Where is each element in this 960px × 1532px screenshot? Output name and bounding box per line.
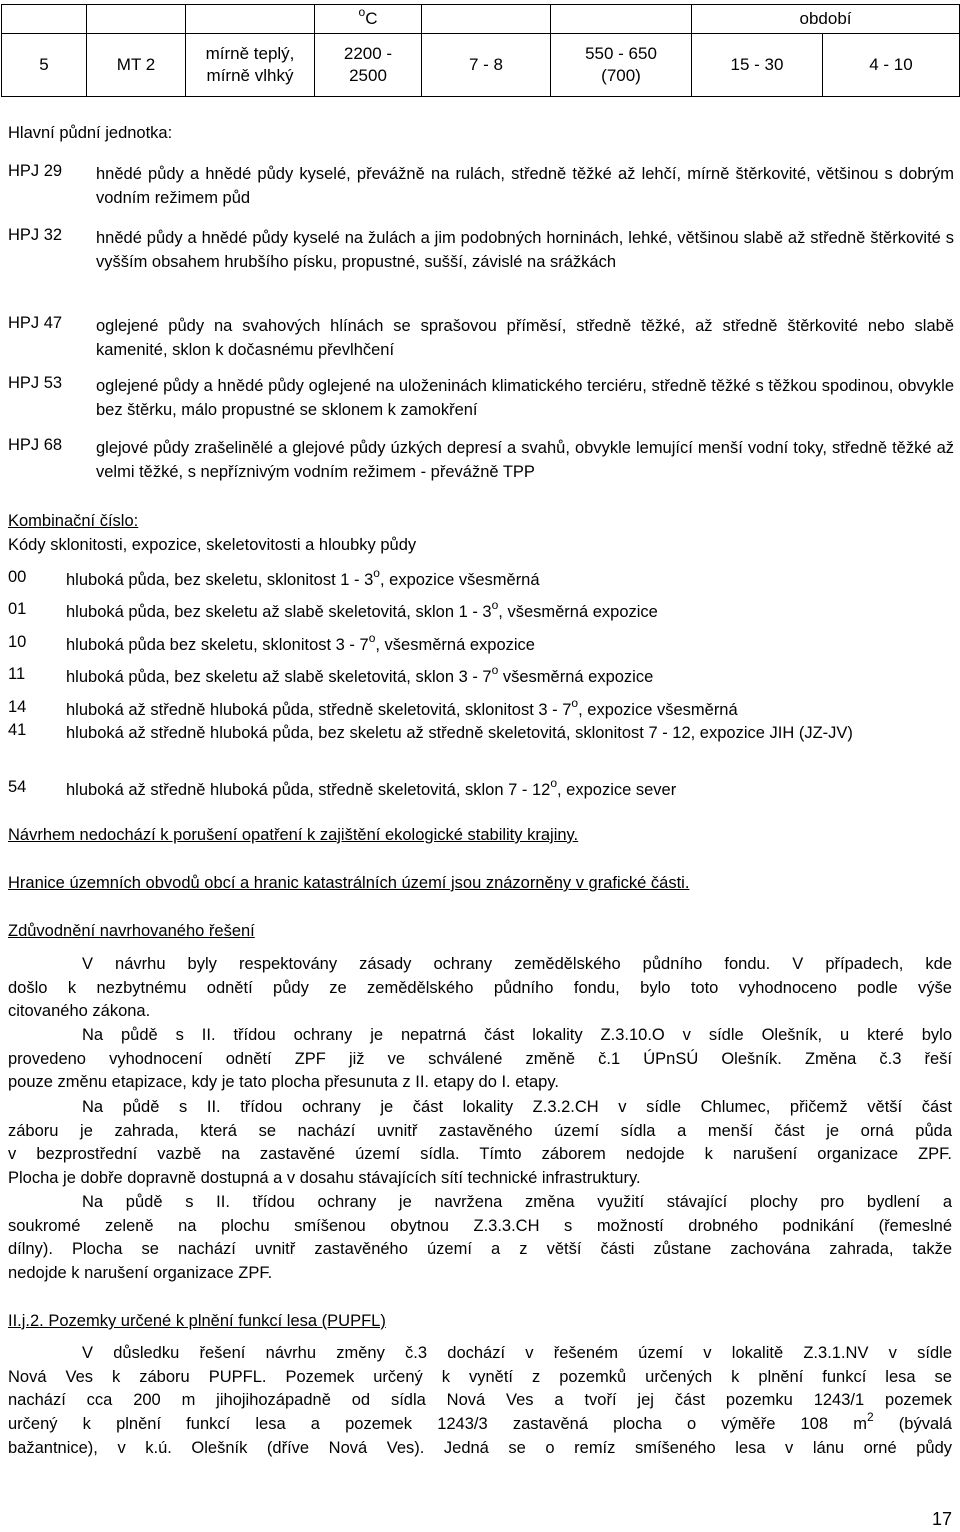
paragraph: Na půdě s II. třídou ochrany je část lokality Z.3.2.CH v sídle Chlumec, přičemž větší část záboru je zahrada, která se nachází uvnitř zastavěného území sídla a menší část je orná půda v bezprostřední vazbě na zastavěné území sídla. Tímto záborem nedojde k narušení organizace ZPF. Plocha je dobře dopravně dostupná a v dosahu stávajících sítí technické infrastruktury.	[8, 1098, 952, 1188]
table-cell: MT 2	[87, 34, 186, 97]
hpj-code: HPJ 29	[8, 162, 63, 180]
code-number: 41	[8, 721, 27, 739]
code-number: 00	[8, 568, 27, 586]
code-description: hluboká půda, bez skeletu až slabě skeletovitá, sklon 3 - 7$^o$ všesměrná expozice	[66, 663, 654, 686]
code-description: hluboká půda bez skeletu, sklonitost 3 - 7$^o$, všesměrná expozice	[66, 631, 535, 654]
hpj-description: glejové půdy zrašelinělé a glejové půdy úzkých depresí a svahů, obvykle lemující menší vodní toky, středně těžké až velmi těžké, s nepříznivým vodním režimem - převážně TPP	[96, 439, 954, 481]
paragraph: V návrhu byly respektovány zásady ochrany zemědělského půdního fondu. V případech, kde došlo k nezbytnému odnětí půdy ze zemědělského půdního fondu, bylo toto vyhodnoceno podle výše citovaného zákona.	[8, 955, 952, 1021]
table-cell: 550 - 650 (700)	[551, 34, 692, 97]
table-cell: 7 - 8	[422, 34, 551, 97]
code-number: 11	[8, 665, 26, 683]
climate-table	[1, 4, 960, 97]
table-cell: 5	[2, 34, 87, 97]
code-description: hluboká půda, bez skeletu až slabě skeletovitá, sklon 1 - 3$^o$, všesměrná expozice	[66, 598, 658, 621]
code-description: hluboká půda, bez skeletu, sklonitost 1 - 3$^o$, expozice všesměrná	[66, 566, 540, 589]
table-cell: 2200 - 2500	[315, 34, 422, 97]
hpj-code: HPJ 68	[8, 436, 63, 454]
period-header: období	[692, 5, 960, 34]
code-description: hluboká až středně hluboká půda, středně skeletovitá, sklonitost 3 - 7$^o$, expozice všesměrná	[66, 696, 738, 719]
hpj-description: hnědé půdy a hnědé půdy kyselé, převážně na rulách, středně těžké až lehčí, mírně štěrkovité, většinou s dobrým vodním režimem půd	[96, 165, 954, 207]
code-number: 01	[8, 600, 27, 618]
page-number: 17	[931, 1509, 952, 1529]
hpj-description: oglejené půdy na svahových hlínách se sprašovou příměsí, středně těžké, až středně štěrkovité nebo slabě kamenité, sklon k dočasnému převlhčení	[96, 317, 954, 359]
code-number: 14	[8, 698, 27, 716]
paragraph: Na půdě s II. třídou ochrany je navržena změna využití stávající plochy pro bydlení a soukromé zeleně na plochu smíšenou obytnou Z.3.3.CH s možností drobného podnikání (řemeslné dílny). Plocha se nachází uvnitř zastavěného území a z větší části zůstane zachována zahrada, takže nedojde k narušení organizace ZPF.	[8, 1193, 952, 1283]
kombinacni-heading: Kombinační číslo:	[8, 512, 139, 530]
kombinacni-subheading: Kódy sklonitosti, expozice, skeletovitosti a hloubky půdy	[8, 536, 417, 554]
hpj-code: HPJ 53	[8, 374, 63, 392]
section-heading-pupfl: II.j.2. Pozemky určené k plnění funkcí lesa (PUPFL)	[8, 1312, 386, 1330]
hpj-description: oglejené půdy a hnědé půdy oglejené na uloženinách klimatického terciéru, středně těžké s těžkou spodinou, obvykle bez štěrku, málo propustné se sklonem k zamokření	[96, 377, 954, 419]
code-description: hluboká až středně hluboká půda, středně skeletovitá, sklon 7 - 12$^o$, expozice sever	[66, 776, 677, 799]
code-description: hluboká až středně hluboká půda, bez skeletu až středně skeletovitá, sklonitost 7 - 12, expozice JIH (JZ-JV)	[66, 724, 853, 742]
paragraph: Na půdě s II. třídou ochrany je nepatrná část lokality Z.3.10.O v sídle Olešník, u které bylo provedeno vyhodnocení odnětí ZPF již ve schválené změně č.1 ÚPnSÚ Olešník. Změna č.3 řeší pouze změnu etapizace, kdy je tato plocha přesunuta z II. etapy do I. etapy.	[8, 1026, 952, 1092]
table-cell: 15 - 30	[692, 34, 823, 97]
unit-header: $^o$C	[315, 5, 422, 34]
hpj-code: HPJ 47	[8, 314, 63, 332]
hpj-description: hnědé půdy a hnědé půdy kyselé na žulách a jim podobných horninách, lehké, většinou slabě až středně štěrkovité s vyšším obsahem hrubšího písku, propustné, sušší, závislé na srážkách	[96, 229, 954, 271]
code-number: 54	[8, 778, 27, 796]
statement-ecology: Návrhem nedochází k porušení opatření k zajištění ekologické stability krajiny.	[8, 826, 579, 844]
paragraph-pupfl: V důsledku řešení návrhu změny č.3 dochází v řešeném území v lokalitě Z.3.1.NV v sídle Nová Ves k záboru PUPFL. Pozemek určený k vynětí z pozemků určených k plnění funkcí lesa se nachází cca 200 m jihojihozápadně od sídla Nová Ves a tvoří jej část pozemku 1243/1 pozemek určený k plnění funkcí lesa a pozemek 1243/3 zastavěná plocha o výměře 108 $m^2$ (bývalá bažantnice), v k.ú. Olešník (dříve Nová Ves). Jedná se o remíz smíšeného lesa v lánu orné půdy	[8, 1344, 952, 1457]
hpj-code: HPJ 32	[8, 226, 63, 244]
hpj-heading: Hlavní půdní jednotka:	[8, 124, 173, 142]
table-cell: mírně teplý, mírně vlhký	[186, 34, 315, 97]
section-heading: Zdůvodnění navrhovaného řešení	[8, 922, 255, 940]
code-number: 10	[8, 633, 27, 651]
table-cell: 4 - 10	[823, 34, 960, 97]
statement-boundaries: Hranice územních obvodů obcí a hranic katastrálních území jsou znázorněny v grafické části.	[8, 874, 690, 892]
